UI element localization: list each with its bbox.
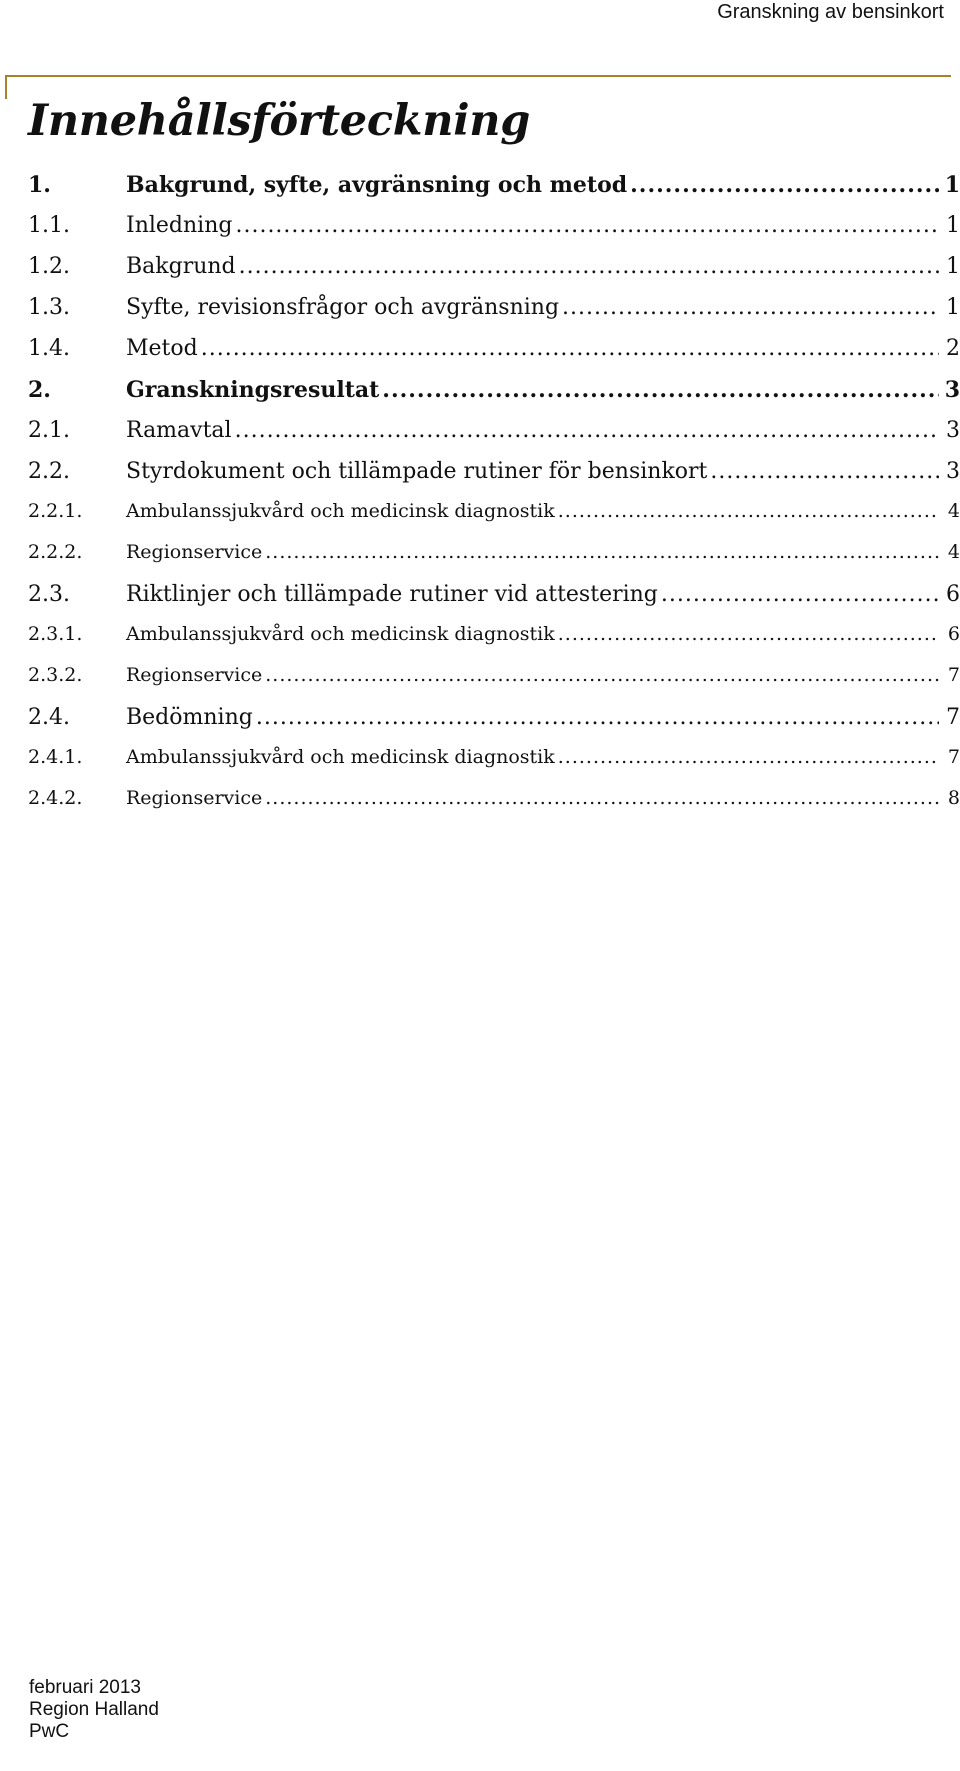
toc-entry[interactable] bbox=[28, 295, 960, 336]
toc-entry[interactable] bbox=[28, 746, 960, 787]
footer-organization: Region Halland bbox=[29, 1699, 159, 1720]
toc-dot-leader bbox=[256, 705, 939, 730]
header-rule bbox=[5, 75, 951, 77]
toc-entry[interactable] bbox=[28, 336, 960, 377]
toc-dot-leader bbox=[235, 213, 939, 238]
toc-entry-number: 2.3.1. bbox=[28, 623, 83, 645]
toc-dot-leader bbox=[558, 623, 939, 645]
toc-entry-page: 2 bbox=[946, 336, 960, 361]
toc-entry-number: 2.2.1. bbox=[28, 500, 83, 522]
toc-entry[interactable] bbox=[28, 418, 960, 459]
toc-entry-label: Regionservice bbox=[126, 541, 263, 563]
toc-entry-label: Syfte, revisionsfrågor och avgränsning bbox=[126, 295, 560, 320]
toc-entry-number: 2. bbox=[28, 377, 51, 403]
toc-entry[interactable] bbox=[28, 705, 960, 746]
toc-dot-leader bbox=[201, 336, 939, 361]
toc-dot-leader bbox=[382, 377, 939, 403]
header-rule-corner bbox=[5, 75, 7, 99]
toc-entry-number: 1.4. bbox=[28, 336, 70, 361]
toc-entry-label: Styrdokument och tillämpade rutiner för bensinkort bbox=[126, 459, 708, 484]
toc-dot-leader bbox=[558, 500, 939, 522]
footer-date: februari 2013 bbox=[29, 1677, 141, 1698]
toc-entry-page: 3 bbox=[946, 459, 960, 484]
toc-entry[interactable] bbox=[28, 541, 960, 582]
toc-dot-leader bbox=[710, 459, 939, 484]
toc-entry-label: Ambulanssjukvård och medicinsk diagnostik bbox=[126, 623, 555, 645]
toc-entry-number: 2.3. bbox=[28, 582, 70, 607]
toc-dot-leader bbox=[239, 254, 939, 279]
toc-dot-leader bbox=[235, 418, 939, 443]
toc-entry-page: 3 bbox=[944, 377, 960, 403]
toc-entry[interactable] bbox=[28, 500, 960, 541]
toc-dot-leader bbox=[661, 582, 939, 607]
toc-entry-number: 2.4.1. bbox=[28, 746, 83, 768]
table-of-contents bbox=[28, 172, 960, 828]
toc-entry-page: 3 bbox=[946, 418, 960, 443]
toc-entry-page: 1 bbox=[946, 295, 960, 320]
toc-dot-leader bbox=[562, 295, 939, 320]
toc-entry-number: 2.2. bbox=[28, 459, 70, 484]
toc-dot-leader bbox=[265, 541, 939, 563]
toc-entry-label: Bakgrund bbox=[126, 254, 236, 279]
toc-entry-page: 7 bbox=[946, 705, 960, 730]
toc-entry-label: Granskningsresultat bbox=[126, 377, 380, 403]
toc-entry-number: 1.1. bbox=[28, 213, 70, 238]
toc-dot-leader bbox=[265, 664, 939, 686]
toc-entry-page: 4 bbox=[947, 541, 960, 563]
running-header: Granskning av bensinkort bbox=[717, 1, 944, 23]
toc-dot-leader bbox=[630, 172, 939, 198]
footer-author: PwC bbox=[29, 1721, 70, 1742]
toc-entry-number: 2.2.2. bbox=[28, 541, 83, 563]
toc-entry-page: 6 bbox=[946, 582, 960, 607]
toc-entry[interactable] bbox=[28, 623, 960, 664]
toc-entry[interactable] bbox=[28, 664, 960, 705]
toc-entry[interactable] bbox=[28, 787, 960, 828]
toc-entry-number: 1.3. bbox=[28, 295, 70, 320]
toc-dot-leader bbox=[558, 746, 939, 768]
toc-entry-label: Ambulanssjukvård och medicinsk diagnostik bbox=[126, 500, 555, 522]
toc-entry[interactable] bbox=[28, 377, 960, 418]
toc-entry[interactable] bbox=[28, 213, 960, 254]
toc-entry-label: Bakgrund, syfte, avgränsning och metod bbox=[126, 172, 628, 198]
toc-entry-number: 2.4. bbox=[28, 705, 70, 730]
toc-entry[interactable] bbox=[28, 254, 960, 295]
toc-entry-label: Metod bbox=[126, 336, 198, 361]
toc-entry-label: Regionservice bbox=[126, 664, 263, 686]
toc-dot-leader bbox=[265, 787, 939, 809]
toc-entry-page: 7 bbox=[947, 746, 960, 768]
toc-entry-label: Riktlinjer och tillämpade rutiner vid attestering bbox=[126, 582, 658, 607]
toc-entry-page: 8 bbox=[947, 787, 960, 809]
toc-entry[interactable] bbox=[28, 172, 960, 213]
toc-entry-label: Inledning bbox=[126, 213, 233, 238]
toc-entry-number: 1. bbox=[28, 172, 51, 198]
toc-entry-page: 4 bbox=[947, 500, 960, 522]
toc-entry-number: 2.3.2. bbox=[28, 664, 83, 686]
toc-entry-number: 2.1. bbox=[28, 418, 70, 443]
toc-entry-label: Bedömning bbox=[126, 705, 253, 730]
toc-entry-page: 7 bbox=[947, 664, 960, 686]
toc-entry[interactable] bbox=[28, 459, 960, 500]
toc-entry[interactable] bbox=[28, 582, 960, 623]
toc-entry-page: 6 bbox=[947, 623, 960, 645]
toc-entry-label: Regionservice bbox=[126, 787, 263, 809]
toc-entry-page: 1 bbox=[944, 172, 960, 198]
toc-entry-number: 2.4.2. bbox=[28, 787, 83, 809]
toc-entry-page: 1 bbox=[946, 254, 960, 279]
toc-entry-label: Ramavtal bbox=[126, 418, 232, 443]
toc-entry-number: 1.2. bbox=[28, 254, 70, 279]
toc-title: Innehållsförteckning bbox=[28, 96, 530, 146]
toc-entry-page: 1 bbox=[946, 213, 960, 238]
toc-entry-label: Ambulanssjukvård och medicinsk diagnostik bbox=[126, 746, 555, 768]
page-footer bbox=[29, 1677, 159, 1743]
